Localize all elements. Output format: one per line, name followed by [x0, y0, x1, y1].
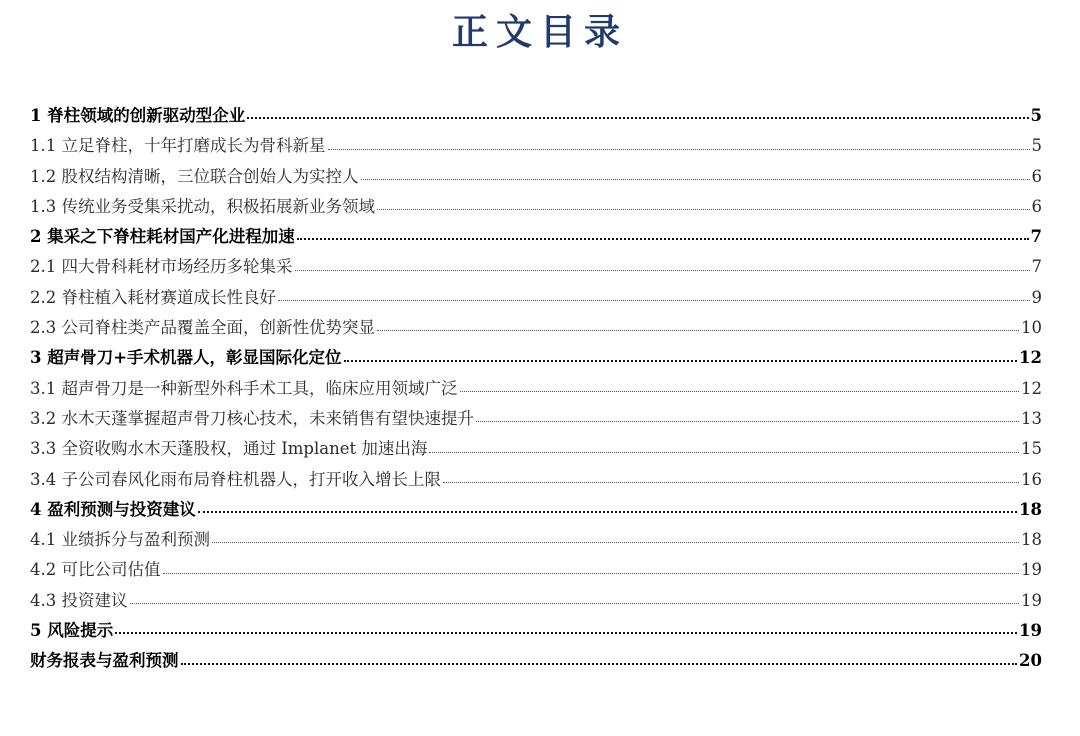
toc-entry-label: 3.3 全资收购水木天蓬股权，通过 Implanet 加速出海	[30, 439, 428, 459]
toc-section-entry[interactable]	[30, 101, 1042, 131]
toc-subsection-entry[interactable]	[30, 162, 1042, 192]
toc-subsection-entry[interactable]	[30, 313, 1042, 343]
toc-entry-label: 2.1 四大骨科耗材市场经历多轮集采	[30, 257, 293, 277]
toc-page-number: 19	[1019, 621, 1042, 641]
toc-subsection-entry[interactable]	[30, 374, 1042, 404]
toc-page-number: 13	[1021, 408, 1042, 428]
toc-page-number: 7	[1031, 257, 1042, 277]
toc-dot-leader	[198, 511, 1017, 513]
toc-page-number: 12	[1021, 378, 1042, 398]
toc-page-number: 5	[1031, 136, 1042, 156]
toc-entry-label: 4 盈利预测与投资建议	[30, 499, 196, 519]
page-title: 正文目录	[451, 11, 628, 53]
toc-subsection-entry[interactable]	[30, 283, 1042, 313]
toc-entry-label: 2.2 脊柱植入耗材赛道成长性良好	[30, 287, 276, 307]
toc-dot-leader	[115, 632, 1017, 634]
toc-subsection-entry[interactable]	[30, 525, 1042, 555]
toc-entry-label: 4.2 可比公司估值	[30, 560, 161, 580]
toc-entry-label: 1.2 股权结构清晰，三位联合创始人为实控人	[30, 166, 359, 186]
toc-section-entry[interactable]	[30, 222, 1042, 252]
toc-entry-label: 4.3 投资建议	[30, 590, 128, 610]
toc-dot-leader	[344, 360, 1017, 362]
toc-page-number: 5	[1030, 106, 1042, 125]
toc-entry-label: 3.4 子公司春风化雨布局脊柱机器人，打开收入增长上限	[30, 469, 441, 489]
toc-page-number: 18	[1021, 530, 1042, 550]
toc-subsection-entry[interactable]	[30, 434, 1042, 464]
toc-page-number: 16	[1021, 469, 1042, 489]
toc-dot-leader	[297, 238, 1029, 240]
toc-dot-leader	[278, 300, 1030, 301]
toc-dot-leader	[247, 117, 1028, 119]
toc-page-number: 7	[1030, 227, 1042, 247]
toc-entry-label: 1.1 立足脊柱，十年打磨成长为骨科新星	[30, 136, 326, 156]
toc-page-number: 12	[1019, 348, 1042, 368]
toc-section-entry[interactable]	[30, 646, 1042, 676]
toc-dot-leader	[443, 482, 1019, 483]
toc-section-entry[interactable]	[30, 616, 1042, 646]
toc-dot-leader	[295, 270, 1030, 271]
toc-page-number: 15	[1021, 439, 1042, 459]
toc-subsection-entry[interactable]	[30, 404, 1042, 434]
toc-dot-leader	[377, 330, 1019, 331]
toc-entry-label: 财务报表与盈利预测	[30, 651, 179, 671]
toc-page-number: 20	[1019, 651, 1042, 671]
toc-page-number: 19	[1021, 590, 1042, 610]
toc-dot-leader	[130, 603, 1020, 604]
toc-entry-label: 4.1 业绩拆分与盈利预测	[30, 530, 210, 550]
toc-page-number: 18	[1019, 499, 1042, 519]
toc-page-number: 9	[1031, 287, 1042, 307]
toc-section-entry[interactable]	[30, 343, 1042, 373]
toc-subsection-entry[interactable]	[30, 555, 1042, 585]
toc-dot-leader	[212, 542, 1019, 543]
toc-dot-leader	[429, 452, 1019, 453]
toc-page-number: 10	[1021, 318, 1042, 338]
toc-dot-leader	[460, 391, 1020, 392]
toc-entry-label: 5 风险提示	[30, 621, 114, 641]
toc-entry-label: 1.3 传统业务受集采扰动，积极拓展新业务领域	[30, 196, 375, 216]
toc-subsection-entry[interactable]	[30, 465, 1042, 495]
toc-dot-leader	[163, 573, 1020, 574]
toc-page-number: 19	[1021, 560, 1042, 580]
toc-dot-leader	[361, 179, 1030, 180]
toc-page-number: 6	[1031, 196, 1042, 216]
toc-entry-label: 3.2 水木天蓬掌握超声骨刀核心技术，未来销售有望快速提升	[30, 408, 474, 428]
toc-dot-leader	[476, 421, 1019, 422]
toc-page-number: 6	[1031, 166, 1042, 186]
toc-dot-leader	[181, 663, 1018, 665]
toc-entry-label: 2.3 公司脊柱类产品覆盖全面，创新性优势突显	[30, 318, 375, 338]
toc-subsection-entry[interactable]	[30, 192, 1042, 222]
toc-section-entry[interactable]	[30, 495, 1042, 525]
toc-entry-label: 1 脊柱领域的创新驱动型企业	[30, 106, 246, 125]
table-of-contents	[30, 101, 1042, 677]
toc-entry-label: 3 超声骨刀+手术机器人，彰显国际化定位	[30, 348, 342, 368]
toc-subsection-entry[interactable]	[30, 586, 1042, 616]
toc-dot-leader	[328, 149, 1030, 150]
toc-entry-label: 2 集采之下脊柱耗材国产化进程加速	[30, 227, 295, 247]
toc-entry-label: 3.1 超声骨刀是一种新型外科手术工具，临床应用领域广泛	[30, 378, 458, 398]
toc-subsection-entry[interactable]	[30, 131, 1042, 161]
toc-dot-leader	[377, 209, 1030, 210]
toc-subsection-entry[interactable]	[30, 252, 1042, 282]
